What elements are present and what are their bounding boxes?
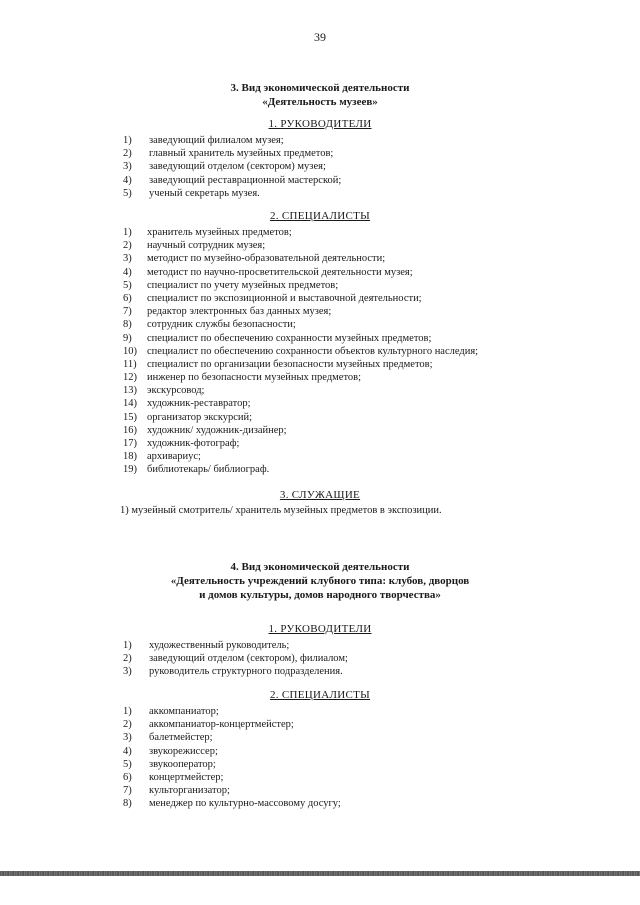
section-3-specialists-heading: 2. СПЕЦИАЛИСТЫ <box>269 210 371 222</box>
item-number: 10) <box>123 345 137 357</box>
item-text: аккомпаниатор; <box>149 706 219 717</box>
item-number: 4) <box>123 266 132 278</box>
item-number: 3) <box>123 161 132 173</box>
item-text: художник/ художник-дизайнер; <box>147 424 287 436</box>
list-item <box>123 252 478 265</box>
item-number: 4) <box>123 745 132 757</box>
item-number: 1) <box>123 640 132 651</box>
list-item <box>123 134 341 147</box>
item-text: сотрудник службы безопасности; <box>147 319 296 331</box>
item-number: 2) <box>123 719 132 731</box>
item-number: 9) <box>123 332 132 344</box>
item-number: 1) <box>123 135 132 146</box>
item-number: 7) <box>123 785 132 797</box>
section-4-title: 4. Вид экономической деятельности <box>230 561 410 573</box>
list-item <box>123 279 478 292</box>
list-item <box>123 318 478 331</box>
section-3-managers-list <box>123 134 341 200</box>
item-text: художественный руководитель; <box>149 640 290 651</box>
list-item <box>123 758 341 771</box>
item-text: специалист по обеспечению сохранности музейных предметов; <box>147 332 432 344</box>
list-item <box>123 731 341 744</box>
item-text: специалист по организации безопасности музейных предметов; <box>147 358 433 370</box>
item-text: редактор электронных баз данных музея; <box>147 306 332 318</box>
item-number: 18) <box>123 451 137 463</box>
item-number: 3) <box>123 732 132 744</box>
list-item <box>123 371 478 384</box>
item-text: хранитель музейных предметов; <box>147 227 292 238</box>
section-4-specialists-heading: 2. СПЕЦИАЛИСТЫ <box>269 689 371 701</box>
item-text: специалист по учету музейных предметов; <box>147 279 339 291</box>
list-item <box>123 797 341 810</box>
item-text: руководитель структурного подразделения. <box>149 666 343 678</box>
list-item <box>123 147 341 160</box>
section-4-managers-list <box>123 639 348 679</box>
list-item <box>123 187 341 200</box>
list-item <box>123 358 478 371</box>
list-item <box>123 292 478 305</box>
list-item <box>123 705 341 718</box>
item-number: 13) <box>123 385 137 397</box>
item-number: 6) <box>123 292 132 304</box>
section-3-managers-heading: 1. РУКОВОДИТЕЛИ <box>268 118 372 130</box>
list-item <box>123 345 478 358</box>
item-text: инженер по безопасности музейных предметов; <box>147 372 362 384</box>
list-item <box>123 332 478 345</box>
item-number: 11) <box>123 358 137 370</box>
item-text: заведующий филиалом музея; <box>149 135 284 146</box>
item-number: 15) <box>123 411 137 423</box>
item-text: заведующий отделом (сектором), филиалом; <box>149 653 348 665</box>
list-item <box>123 771 341 784</box>
item-text: методист по научно-просветительской деятельности музея; <box>147 266 413 278</box>
list-item <box>123 450 478 463</box>
section-4-subtitle-line-1: «Деятельность учреждений клубного типа: клубов, дворцов <box>170 575 470 587</box>
item-number: 1) <box>123 227 132 238</box>
list-item <box>123 463 478 476</box>
item-text: художник-фотограф; <box>147 438 240 449</box>
item-text: экскурсовод; <box>147 385 205 397</box>
item-text: специалист по обеспечению сохранности объектов культурного наследия; <box>147 345 479 357</box>
list-item <box>123 305 478 318</box>
list-item <box>123 411 478 424</box>
section-4-managers-heading: 1. РУКОВОДИТЕЛИ <box>268 623 372 635</box>
item-number: 7) <box>123 306 132 318</box>
item-number: 17) <box>123 438 137 449</box>
item-number: 14) <box>123 398 137 410</box>
list-item <box>123 718 341 731</box>
item-number: 5) <box>123 187 132 199</box>
item-number: 5) <box>123 758 132 770</box>
item-text: архивариус; <box>147 451 201 463</box>
list-item <box>123 784 341 797</box>
item-number: 6) <box>123 771 132 783</box>
section-3-title: 3. Вид экономической деятельности <box>230 82 410 94</box>
page-number: 39 <box>314 30 326 44</box>
list-item <box>123 437 478 450</box>
item-number: 19) <box>123 464 137 476</box>
list-item <box>123 639 348 652</box>
item-text: заведующий отделом (сектором) музея; <box>149 161 326 173</box>
list-item <box>123 226 478 239</box>
section-3-specialists-list <box>123 226 478 477</box>
list-item <box>123 239 478 252</box>
item-number: 8) <box>123 319 132 331</box>
list-item <box>123 266 478 279</box>
item-number: 8) <box>123 798 132 810</box>
item-text: главный хранитель музейных предметов; <box>149 148 334 160</box>
item-text: специалист по экспозиционной и выставочной деятельности; <box>147 292 422 304</box>
item-text: звукорежиссер; <box>149 745 218 757</box>
item-number: 2) <box>123 240 132 252</box>
section-4-specialists-list <box>123 705 341 811</box>
item-text: концертмейстер; <box>149 771 224 783</box>
item-number: 1) <box>123 706 132 717</box>
list-item <box>123 745 341 758</box>
list-item <box>123 174 341 187</box>
scan-edge-divider <box>0 871 640 876</box>
item-text: менеджер по культурно-массовому досугу; <box>149 798 341 810</box>
list-item <box>123 652 348 665</box>
item-text: звукооператор; <box>149 758 216 770</box>
item-number: 12) <box>123 372 137 384</box>
list-item <box>123 397 478 410</box>
item-number: 3) <box>123 253 132 265</box>
list-item <box>123 384 478 397</box>
item-text: ученый секретарь музея. <box>149 187 260 199</box>
section-3-service-heading: 3. СЛУЖАЩИЕ <box>279 489 361 501</box>
list-item <box>123 160 341 173</box>
item-text: заведующий реставрационной мастерской; <box>149 174 342 186</box>
item-text: научный сотрудник музея; <box>147 240 266 252</box>
section-3-subtitle: «Деятельность музеев» <box>262 96 378 108</box>
item-text: аккомпаниатор-концертмейстер; <box>149 719 294 731</box>
item-number: 4) <box>123 174 132 186</box>
item-number: 5) <box>123 279 132 291</box>
item-text: художник-реставратор; <box>147 398 251 410</box>
item-text: организатор экскурсий; <box>147 411 253 423</box>
section-3-service-item: 1) музейный смотритель/ хранитель музейных предметов в экспозиции. <box>120 505 442 516</box>
item-number: 3) <box>123 666 132 678</box>
section-4-subtitle-line-2: и домов культуры, домов народного творчества» <box>199 589 441 601</box>
item-text: библиотекарь/ библиограф. <box>147 464 270 476</box>
list-item <box>123 424 478 437</box>
item-number: 2) <box>123 148 132 160</box>
item-text: балетмейстер; <box>149 732 213 744</box>
list-item <box>123 665 348 678</box>
item-text: методист по музейно-образовательной деятельности; <box>147 253 386 265</box>
item-number: 2) <box>123 653 132 665</box>
item-text: культорганизатор; <box>149 785 230 797</box>
item-number: 16) <box>123 424 137 436</box>
